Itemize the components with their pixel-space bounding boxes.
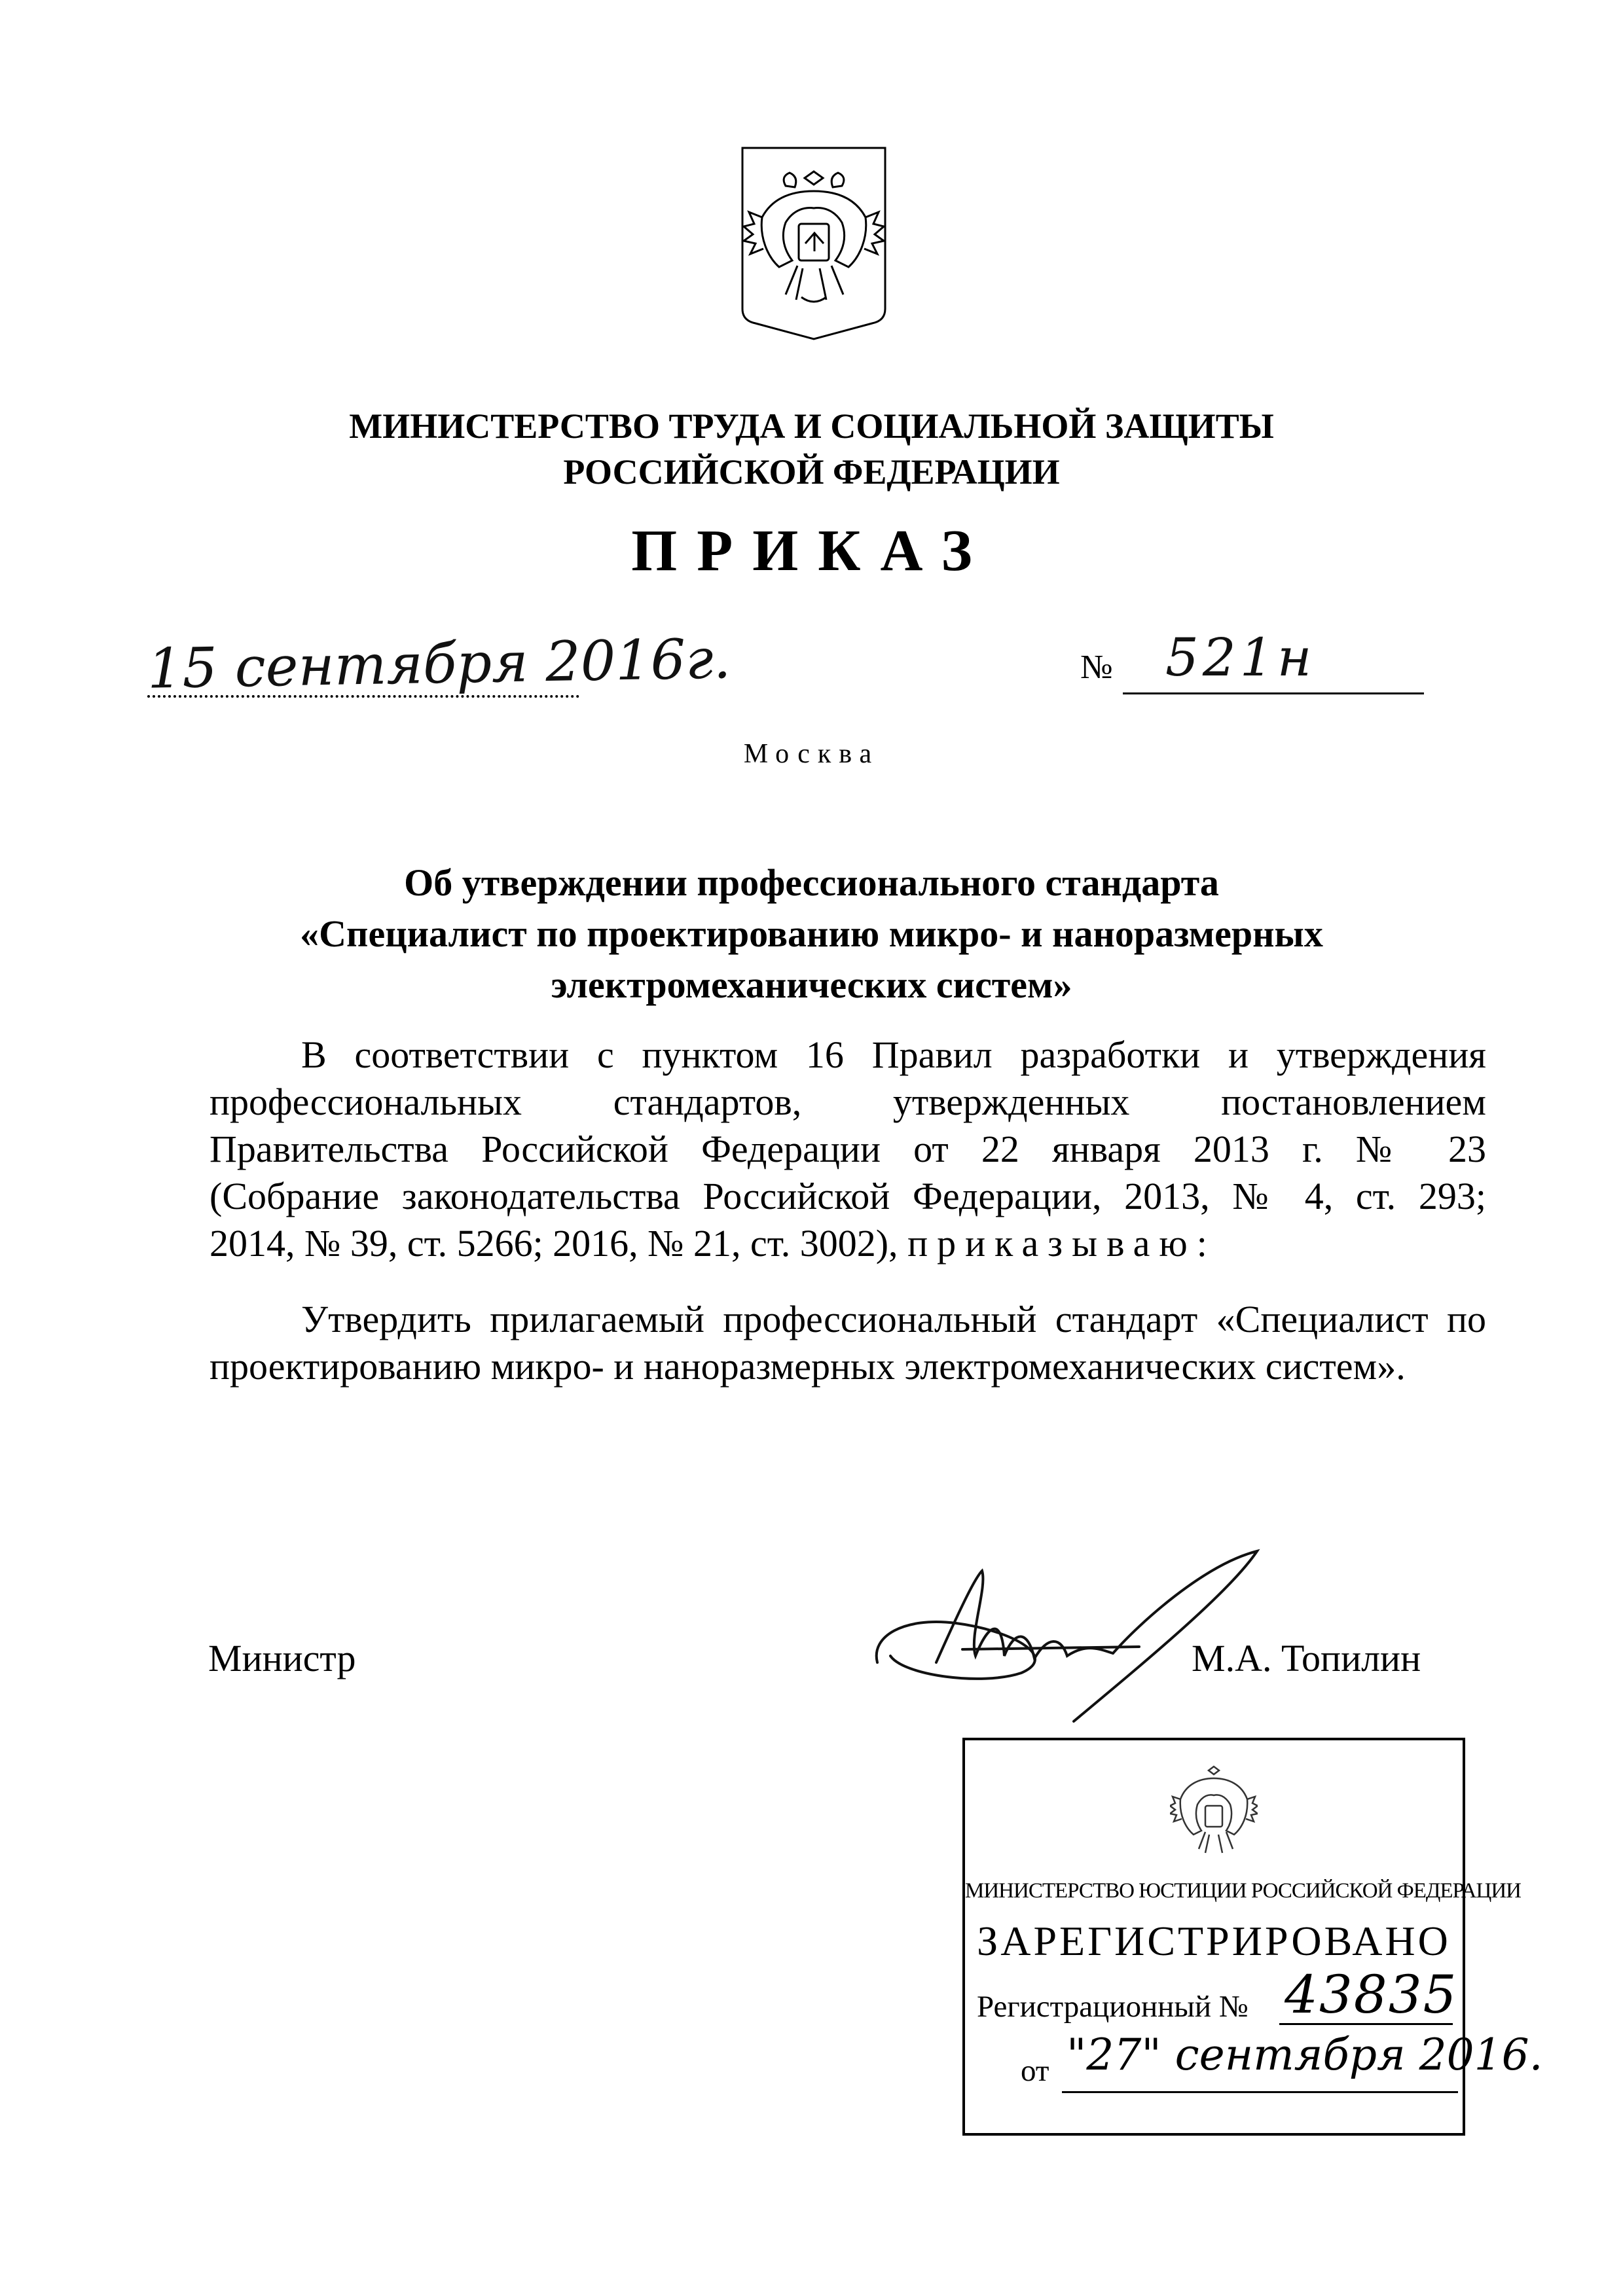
body-line-4: (Собрание законодательства Российской Федерации, 2013, № 4, ст. 293; [210,1175,1486,1217]
body-line-5-text: 2014, № 39, ст. 5266; 2016, № 21, ст. 3002), [210,1222,898,1265]
stamp-reg-label: Регистрационный № [977,1990,1249,2024]
body-line-7: проектированию микро- и наноразмерных электромеханических систем». [210,1345,1406,1388]
body-line-1: В соответствии с пунктом 16 Правил разработки и утверждения [301,1033,1486,1076]
body-line-5 [210,1220,1486,1267]
order-title-line3: электромеханических систем» [551,963,1072,1006]
stamp-coat-of-arms-icon [1170,1759,1258,1861]
stamp-ministry-name: МИНИСТЕРСТВО ЮСТИЦИИ РОССИЙСКОЙ ФЕДЕРАЦИИ [965,1879,1521,1903]
signer-name: М.А. Топилин [1192,1637,1421,1679]
coat-of-arms-icon [733,145,894,340]
body-line-6: Утвердить прилагаемый профессиональный стандарт «Специалист по [301,1298,1486,1340]
stamp-status: ЗАРЕГИСТРИРОВАНО [977,1918,1451,1964]
registration-stamp [962,1738,1543,2136]
city-name: Москва [743,739,880,769]
body-line-2: профессиональных стандартов, утвержденных постановлением [210,1081,1486,1123]
body-line-3: Правительства Российской Федерации от 22 января 2013 г. № 23 [210,1128,1486,1170]
order-title-line2: «Специалист по проектированию микро- и наноразмерных [300,912,1323,955]
number-sign: № [1080,649,1113,686]
order-date-handwritten: 15 сентября 2016г. [147,626,732,701]
document-type-heading: ПРИКАЗ [631,518,992,583]
stamp-from-label: от [1021,2054,1049,2088]
ministry-name-line2: РОССИЙСКОЙ ФЕДЕРАЦИИ [563,452,1060,492]
ministry-name-line1: МИНИСТЕРСТВО ТРУДА И СОЦИАЛЬНОЙ ЗАЩИТЫ [349,406,1274,446]
stamp-reg-underline [1279,2023,1453,2025]
number-underline [1123,692,1424,694]
order-verb: приказываю: [907,1222,1216,1265]
stamp-date-underline [1062,2091,1458,2093]
stamp-reg-number: 43835 [1285,1964,1458,2025]
order-number-handwritten: 521н [1165,627,1316,688]
signer-position: Министр [208,1637,356,1679]
stamp-reg-date: "27" сентября 2016. [1067,2030,1543,2080]
order-title-line1: Об утверждении профессионального стандарта [404,861,1219,904]
date-underline [147,695,579,698]
